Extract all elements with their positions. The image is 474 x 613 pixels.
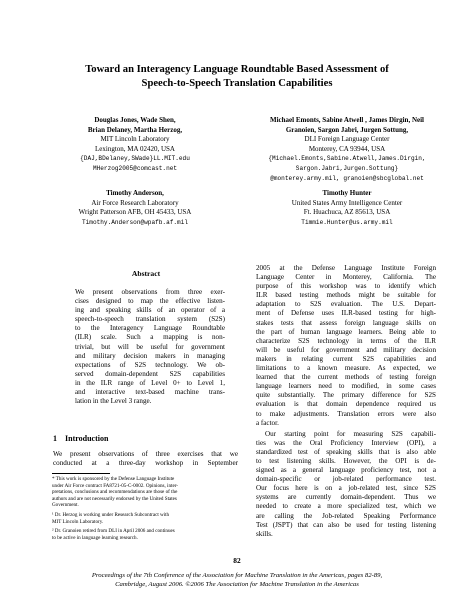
author-block-afrl	[40, 189, 230, 227]
footnote-line: to be active in language learning research.	[52, 534, 138, 541]
footnote-line: authors and are not necessarily endorsed by the United States	[52, 495, 177, 502]
author-names: Douglas Jones, Wade Shen,	[94, 116, 176, 124]
footnote-sponsor	[52, 476, 232, 509]
paper-title	[30, 63, 444, 91]
body-line: standardized test of speaking skills that is also able	[256, 447, 436, 456]
body-line: to test listening skills. However, the OPI is de-	[256, 456, 436, 465]
abstract-line: and military decision makers in managing	[75, 351, 225, 360]
author-address: Lexington, MA 02420, USA	[95, 144, 175, 153]
body-line: needed to create a more specialized test, which we	[256, 502, 436, 511]
abstract-line: We present observations from three exer-	[75, 288, 225, 296]
author-email: Timmie.Hunter@us.army.mil	[301, 218, 393, 226]
author-email: @monterey.army.mil, granoien@sbcglobal.net	[270, 174, 424, 182]
abstract-heading: Abstract	[131, 269, 161, 278]
footnote-granoien	[52, 528, 232, 541]
footnote-line: * This work is sponsored by the Defense Language Institute	[52, 476, 175, 482]
author-affiliation: United States Army Intelligence Center	[291, 198, 403, 207]
abstract-line: trivial, but will be useful for government	[75, 342, 225, 351]
page-number: 82	[233, 556, 241, 565]
intro-line: We present observations of three exercises that we	[53, 450, 238, 458]
author-block-mit	[40, 116, 230, 174]
footer-line: Proceedings of the 7th Conference of the Association for Machine Translation in the Americas, pages 82-89,	[91, 572, 383, 579]
author-affiliation: DLI Foreign Language Center	[304, 135, 390, 144]
body-line: characterize S2S technology in terms of the ILR	[256, 336, 436, 345]
author-email: {Michael.Emonts,Sabine.Atwell,James.Dirgin,	[268, 155, 426, 163]
right-column-body	[256, 264, 436, 539]
body-line: adaptation to S2S evaluation. The U.S. Depart-	[256, 300, 436, 309]
author-address: Wright Patterson AFB, OH 45433, USA	[78, 208, 192, 217]
footnote-line: ¹ Dr. Herzog is working under Research Subcontract with	[52, 512, 170, 518]
section-number: 1	[53, 434, 57, 443]
body-line: ment of Defense uses ILR-based testing for high-	[256, 309, 436, 318]
author-names: Timothy Hunter	[322, 189, 372, 197]
body-line: Language Center in Monterey, California. The	[256, 273, 436, 282]
body-line: skills.	[256, 529, 273, 538]
author-names: Michael Emonts, Sabine Atwell , James Dirgin, Neil	[270, 116, 424, 124]
author-affiliation: MIT Lincoln Laboratory	[100, 135, 170, 144]
author-names: Granoien, Sargon Jabri, Jurgen Sottung,	[285, 125, 409, 134]
abstract-line: served domain-dependent S2S capabilities	[75, 369, 225, 378]
body-line: domain-specific or job-related performance test.	[256, 475, 436, 484]
intro-line: conducted at a three-day workshop in September	[53, 459, 238, 468]
body-line: systems are currently domain-dependent. Thus we	[256, 493, 436, 502]
body-line: Our focus here is on a job-related test, since S2S	[256, 484, 436, 493]
footnote-line: under Air Force contract FA8721-05-C-0002. Opinions, inter-	[52, 482, 178, 489]
body-line: Test (JSPT) that can also be used for testing listening	[256, 520, 436, 529]
body-line: a factor.	[256, 418, 279, 427]
author-address: Ft. Huachuca, AZ 85613, USA	[303, 208, 391, 217]
author-block-army	[232, 189, 462, 227]
body-line: limitations to a known measure. As expected, we	[256, 364, 436, 373]
footnote-herzog	[52, 512, 232, 525]
body-line: stakes tests that assess foreign language skills on	[256, 318, 436, 327]
title-line-2: Speech-to-Speech Translation Capabilities	[141, 78, 333, 89]
body-line: language learners need to modified, in some cases	[256, 382, 436, 391]
section-heading-introduction	[53, 434, 108, 443]
section-title: Introduction	[65, 434, 109, 443]
intro-body	[53, 450, 238, 468]
body-line: will be useful for government and military decision	[256, 345, 436, 354]
footnote-line: MIT Lincoln Laboratory.	[52, 518, 104, 525]
author-names: Timothy Anderson,	[106, 189, 164, 197]
author-email: Timothy.Anderson@wpafb.af.mil	[81, 218, 189, 226]
footnote-line: ² Dr. Granoien retired from DLI in April 2006 and continues	[52, 528, 175, 534]
abstract-line: to the Interagency Language Roundtable	[75, 324, 225, 333]
body-line: the part of human language learners. Being able to	[256, 327, 436, 336]
body-line: makers in relating current S2S capabilities and	[256, 354, 436, 363]
abstract-line: and interactive text-based machine trans-	[75, 388, 225, 397]
footnote-rule	[52, 473, 110, 474]
body-line: ILR based testing methods might be suitable for	[256, 291, 436, 300]
proceedings-footer	[30, 571, 444, 589]
body-line: ties was the Oral Proficiency Interview (OPI), a	[256, 438, 436, 447]
body-line: 2005 at the Defense Language Institute Foreign	[256, 264, 436, 272]
body-line: evaluation is that domain dependence required us	[256, 400, 436, 409]
body-line: signed as a general language proficiency test, not a	[256, 466, 436, 475]
footnote-line: Government.	[52, 502, 79, 509]
body-line: quite substantially. The primary difference for S2S	[256, 391, 436, 400]
author-email: Sargon.Jabri,Jurgen.Sottung}	[295, 164, 399, 172]
footer-line: Cambridge, August 2006. ©2006 The Association for Machine Translation in the Americas	[115, 581, 359, 588]
author-names: Brian Delaney, Martha Herzog,	[87, 125, 183, 134]
author-email: MHerzog2005@comcast.net	[92, 164, 178, 172]
author-affiliation: Air Force Research Laboratory	[91, 198, 179, 207]
body-line: Our starting point for measuring S2S capabili-	[265, 429, 436, 438]
abstract-line: expectations of S2S technology. We ob-	[75, 360, 225, 369]
abstract-line: in the ILR range of Level 0+ to Level 1,	[75, 378, 225, 387]
author-address: Monterey, CA 93944, USA	[308, 144, 386, 153]
body-line: are calling the Job-related Speaking Performance	[256, 511, 436, 520]
abstract-body	[75, 288, 225, 406]
body-line: learned that the current methods of testing foreign	[256, 373, 436, 382]
abstract-line: (ILR) scale. Such a mapping is non-	[75, 333, 225, 342]
body-line: purpose of this workshop was to identify which	[256, 282, 436, 291]
abstract-line: ing and speaking skills of an operator of a	[75, 306, 225, 315]
abstract-line: speech-to-speech translation system (S2S)	[75, 315, 225, 324]
abstract-line: lation in the Level 3 range.	[75, 397, 152, 406]
footnote-line: pretations, conclusions and recommendations are those of the	[52, 489, 178, 496]
author-email: {DAJ,BDelaney,SWade}LL.MIT.edu	[80, 155, 190, 163]
author-block-dli	[232, 116, 462, 183]
title-line-1: Toward an Interagency Language Roundtable Based Assessment of	[85, 64, 389, 75]
body-line: to make adjustments. Translation errors were also	[256, 409, 436, 418]
abstract-line: cises designed to map the effective listen-	[75, 297, 225, 306]
